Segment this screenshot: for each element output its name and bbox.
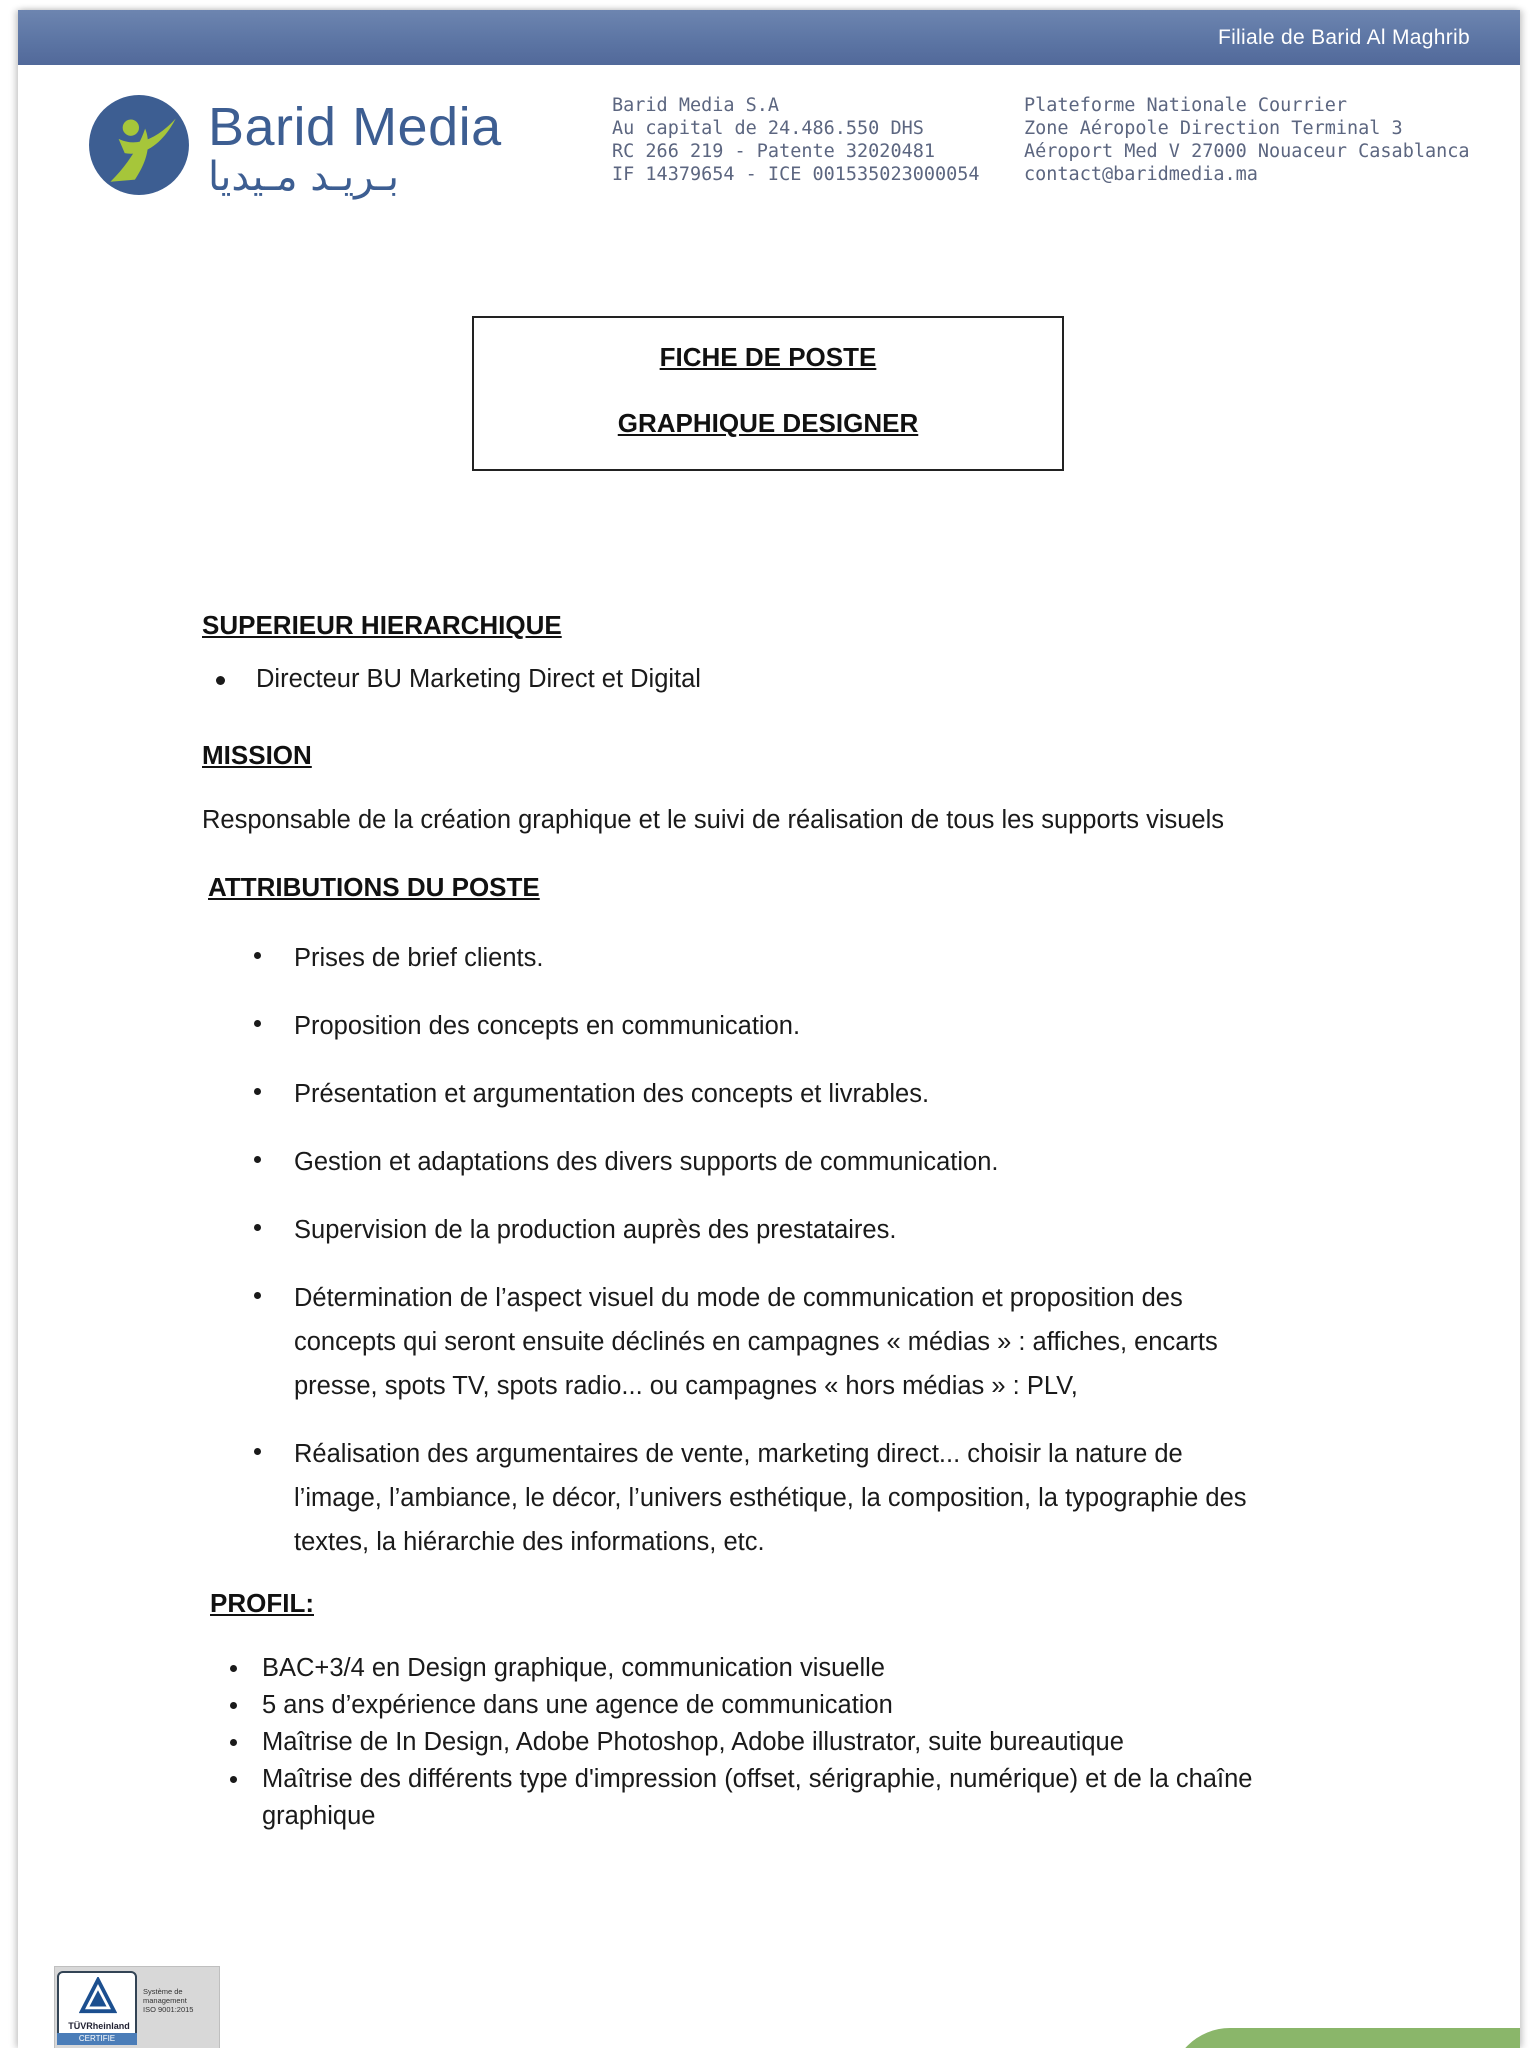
mission-heading: MISSION (202, 740, 312, 770)
title-box (472, 316, 1064, 471)
certification-badge (54, 1966, 220, 2048)
header-band (18, 10, 1520, 65)
list-item (294, 1072, 1247, 1116)
company-address (1024, 94, 1470, 186)
certifie-label: CERTIFIE (78, 2034, 116, 2043)
list-item-line: textes, la hiérarchie des informations, etc. (294, 1528, 765, 1556)
superieur-heading: SUPERIEUR HIERARCHIQUE (202, 610, 562, 640)
tuv-triangle-icon (79, 1977, 117, 2015)
bullet-icon (254, 952, 261, 959)
mission-text: Responsable de la création graphique et le suivi de réalisation de tous les supports visuels (202, 806, 1225, 834)
company-info (612, 94, 980, 186)
bullet-icon (230, 1739, 237, 1746)
profil-heading: PROFIL: (210, 1588, 314, 1618)
filiale-text: Filiale de Barid Al Maghrib (1217, 26, 1470, 49)
address-line: Zone Aéropole Direction Terminal 3 (1024, 118, 1403, 139)
attributions-list (294, 936, 1247, 1564)
list-item (294, 1432, 1247, 1564)
address-line: Plateforme Nationale Courrier (1024, 95, 1348, 116)
list-item-line: Maîtrise de In Design, Adobe Photoshop, Adobe illustrator, suite bureautique (262, 1728, 1124, 1756)
list-item: Directeur BU Marketing Direct et Digital (256, 660, 701, 698)
bullet-icon (254, 1292, 261, 1299)
bullet-icon (230, 1665, 237, 1672)
list-item-line: graphique (262, 1802, 376, 1830)
address-line: Aéroport Med V 27000 Nouaceur Casablanca (1024, 141, 1470, 162)
bullet-icon (254, 1156, 261, 1163)
superieur-list (256, 660, 701, 698)
list-item-line: 5 ans d’expérience dans une agence de communication (262, 1691, 893, 1719)
bullet-icon (216, 676, 225, 685)
list-item (262, 1724, 1252, 1761)
document-page (18, 10, 1520, 2048)
list-item (294, 1004, 1247, 1048)
list-item-line: Réalisation des argumentaires de vente, marketing direct... choisir la nature de (294, 1440, 1183, 1468)
list-item (262, 1687, 1252, 1724)
bullet-icon (230, 1702, 237, 1709)
profil-list (262, 1650, 1252, 1835)
bullet-icon (254, 1088, 261, 1095)
list-item (262, 1650, 1252, 1687)
list-item-line: Prises de brief clients. (294, 944, 544, 972)
list-item-line: l’image, l’ambiance, le décor, l’univers esthétique, la composition, la typographie des (294, 1484, 1247, 1512)
bullet-icon (254, 1020, 261, 1027)
bullet-icon (230, 1776, 237, 1783)
list-item (294, 1208, 1247, 1252)
list-item-line: Supervision de la production auprès des prestataires. (294, 1216, 897, 1244)
company-rc: RC 266 219 - Patente 32020481 (612, 141, 936, 162)
document-title: FICHE DE POSTE (659, 342, 877, 372)
list-item-line: concepts qui seront ensuite déclinés en campagnes « médias » : affiches, encarts (294, 1328, 1218, 1356)
contact-email: contact@baridmedia.ma (1024, 164, 1258, 185)
iso-label: Système de management ISO 9001:2015 (143, 1987, 194, 2014)
bullet-icon (254, 1448, 261, 1455)
company-name: Barid Media S.A (612, 95, 780, 116)
company-if: IF 14379654 - ICE 001535023000054 (612, 164, 980, 185)
list-item (294, 1276, 1247, 1408)
list-item (294, 1140, 1247, 1184)
list-item-line: Maîtrise des différents type d'impression (offset, sérigraphie, numérique) et de la chaîne (262, 1765, 1253, 1793)
footer-green-shape (1170, 2028, 1520, 2048)
list-item (262, 1761, 1252, 1835)
list-item-line: Proposition des concepts en communication. (294, 1012, 801, 1040)
list-item (294, 936, 1247, 980)
attributions-heading: ATTRIBUTIONS DU POSTE (208, 872, 540, 902)
list-item-line: presse, spots TV, spots radio... ou campagnes « hors médias » : PLV, (294, 1372, 1078, 1400)
certifie-band (57, 2033, 137, 2045)
bullet-icon (254, 1224, 261, 1231)
barid-media-logo-icon (88, 94, 190, 196)
list-item-line: BAC+3/4 en Design graphique, communication visuelle (262, 1654, 885, 1682)
company-capital: Au capital de 24.486.550 DHS (612, 118, 924, 139)
list-item-line: Détermination de l’aspect visuel du mode de communication et proposition des (294, 1284, 1183, 1312)
job-title: GRAPHIQUE DESIGNER (617, 408, 919, 438)
list-item-line: Présentation et argumentation des concepts et livrables. (294, 1080, 930, 1108)
logo-wordmark: Barid Media (208, 97, 502, 157)
tuv-brand: TÜVRheinland (68, 2021, 130, 2031)
logo-wordmark-arabic: بـريـد مـيديا (208, 154, 400, 200)
list-item-line: Gestion et adaptations des divers supports de communication. (294, 1148, 999, 1176)
